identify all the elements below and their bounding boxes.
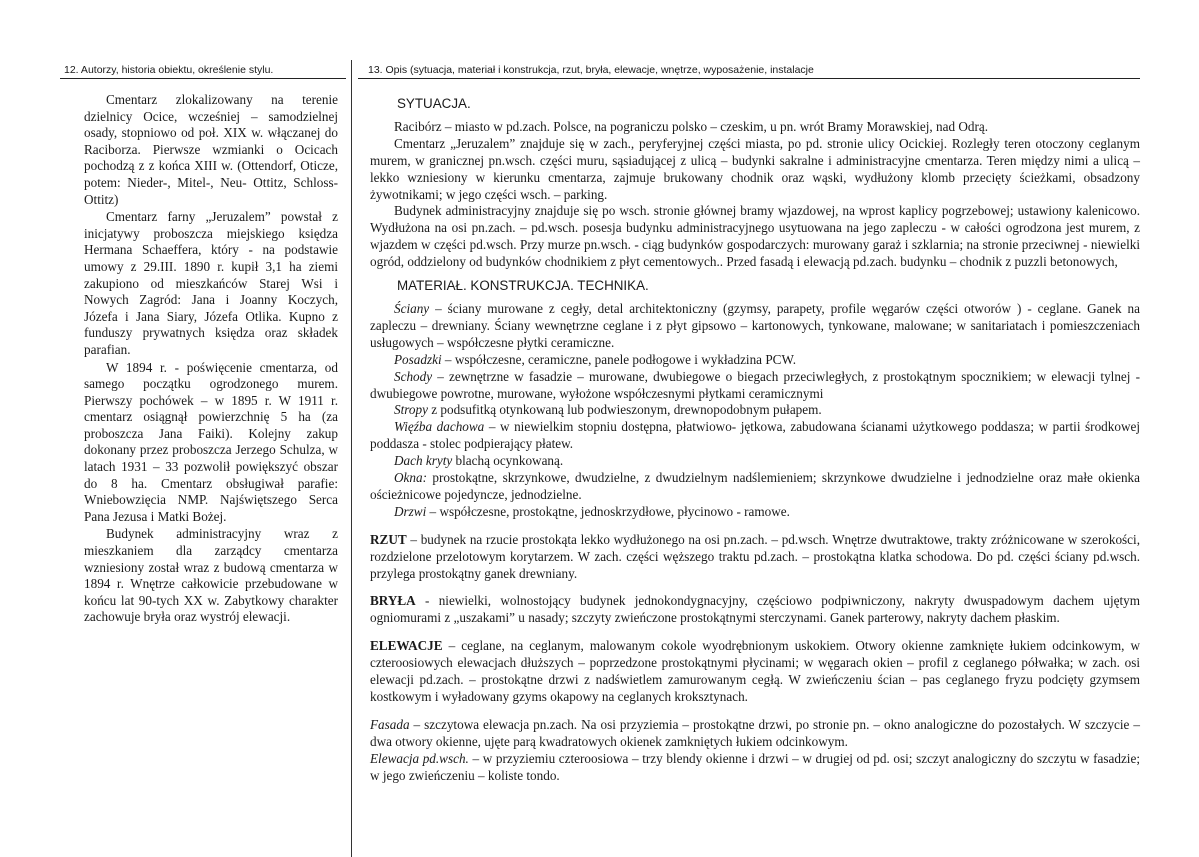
elewacje-text: – ceglane, na ceglanym, malowanym cokole wyodrębnionym uskokiem. Otwory okienne zamknięte łukiem odcinkowym, w czteroosiowych elewacjach dłuższych – poprzedzone prostokątnymi płycinami; w węgarach okien – profil z ceglanego półwałka; w zach. osi elewacji pd.zach. – prostokątne drzwi z nadświetlem zamurowanym cegłą. W zwieńczeniu ścian – pas ceglanego fryzu podcięty gzymsem kostkowym i wyładowany gzyms okapowy na ceglanych kroksztynach. [370,638,1140,704]
section-heading-material: MATERIAŁ. KONSTRUKCJA. TECHNIKA. [397,278,649,294]
material-item [370,369,1140,403]
bryla-label: BRYŁA [370,593,416,609]
material-item [370,453,1140,470]
history-column [84,92,338,627]
elewacje-paragraph [370,638,1140,706]
history-paragraph: Cmentarz farny „Jeruzalem” powstał z inicjatywy proboszcza miejskiego księdza Hermana Schaeffera, który - na podstawie umowy z 29.III. 1890 r. kupił 3,1 ha ziemi zakupiono od mieszkańców Starej Wsi i Nowych Zagród: Jana i Joanny Koczych, Józefa i Jana Siary, Józefa Otlika. Kupno z funduszy prywatnych księdza oraz składek parafian. [84,209,338,357]
header-left-rule [60,78,346,79]
material-item-text: z podsufitką otynkowaną lub podwieszonym, drewnopodobnym pułapem. [427,402,822,418]
header-right-label: 13. Opis (sytuacja, materiał i konstrukcja, rzut, bryła, elewacje, wnętrze, wyposażenie, instalacje [368,64,814,76]
description-column [370,96,1140,785]
rzut-text: – budynek na rzucie prostokąta lekko wydłużonego na osi pn.zach. – pd.wsch. Wnętrze dwutraktowe, trakty zróżnicowane w szerokości, rozdzielone przelotowym korytarzem. W zach. części węższego traktu pd.zach. – prostokątna klatka schodowa. Do pd. części ściany pd.wsch. przylega prostokątny ganek drewniany. [370,531,1140,581]
material-item-text: – współczesne, ceramiczne, panele podłogowe i wykładzina PCW. [441,351,796,367]
elewacje-label: ELEWACJE [370,638,443,654]
fasada-text: – szczytowa elewacja pn.zach. Na osi przyziemia – prostokątne drzwi, po stronie pn. – okno analogiczne do pozostałych. W szczycie – dwa otwory okienne, ujęte parą kwadratowych okienek zamkniętych łukiem odcinkowym. [370,716,1140,749]
rzut-label: RZUT [370,531,407,547]
bryla-paragraph [370,593,1140,627]
section-heading-sytuacja: SYTUACJA. [397,96,471,111]
material-item-text: – zewnętrzne w fasadzie – murowane, dwubiegowe o biegach przeciwległych, z prostokątnym spocznikiem; w elewacji tylnej - dwubiegowe powrotne, murowane, wyłożone współczesnymi płytkami ceramicznymi [370,368,1140,401]
material-item-label: Posadzki [394,351,442,367]
sytuacja-paragraph: Cmentarz „Jeruzalem” znajduje się w zach., peryferyjnej części miasta, po pd. stronie ulicy Ocickiej. Rozległy teren otoczony ceglanym murem, w granicznej pn.wsch. części muru, sąsiadującej z ulicą – budynki sakralne i administracyjne cmentarza. Teren między nimi a ulicą – lekko wzniesiony w kierunku cmentarza, zajmuje brukowany chodnik oraz wąski, wydłużony klomb przecięty ścieżkami, obsadzony żywotnikami; w jego części wsch. – parking. [370,135,1140,202]
bryla-text: - niewielki, wolnostojący budynek jednokondygnacyjny, częściowo podpiwniczony, nakryty dwuspadowym dachem ujętym ogniomurami z „uszakami” u nasady; szczyty zwieńczone prostokątnymi sterczynami. Ganek parterowy, nakryty dachem płaskim. [370,593,1140,626]
material-item [370,470,1140,504]
material-item-label: Drzwi [394,503,427,519]
material-item-label: Więźba dachowa [394,419,485,435]
fasada-paragraph [370,717,1140,751]
material-item-text: – współczesne, prostokątne, jednoskrzydłowe, płycinowo - ramowe. [426,503,790,519]
column-divider [351,60,352,857]
material-item-label: Okna: [394,470,427,486]
history-paragraph: Cmentarz zlokalizowany na terenie dzielnicy Ocice, wcześniej – samodzielnej osady, stopniowo od poł. XIX w. włączanej do Raciborza. Pierwsze wzmianki o Ocicach pochodzą z z końca XIII w. (Ottendorf, Oticze, potem: Nieder-, Mitel-, Neu- Ottitz, Schloss-Ottitz) [84,92,338,207]
material-item-label: Dach kryty [394,453,453,469]
material-item-text: blachą ocynkowaną. [452,453,564,469]
material-item-text: prostokątne, skrzynkowe, dwudzielne, z dwudzielnym nadślemieniem; skrzynkowe dwudzielne i jednodzielne oraz małe okienka ościeżnicowe pojedyncze, jednodzielne. [370,470,1140,502]
material-item [370,402,1140,419]
elewacja-pdwsch-text: – w przyziemiu czteroosiowa – trzy blendy okienne i drzwi – w drugiej od pd. osi; szczyt analogiczny do szczytu w fasadzie; w jego zwieńczeniu – koliste tondo. [370,750,1140,783]
material-item-label: Stropy [394,402,428,418]
rzut-paragraph [370,532,1140,583]
material-item-text: – ściany murowane z cegły, detal architektoniczny (gzymsy, parapety, profile węgarów części otworów ) - ceglane. Ganek na zapleczu – drewniany. Ściany wewnętrzne ceglane i z płyt gipsowo – kartonowych, tynkowane, malowane; w sanitariatach i pomieszczeniach usługowych – współczesne płytki ceramiczne. [370,300,1140,350]
header-left-label: 12. Autorzy, historia obiektu, określenie stylu. [64,64,274,76]
material-item [370,352,1140,369]
history-paragraph: Budynek administracyjny wraz z mieszkaniem dla zarządcy cmentarza wzniesiony został wraz z budową cmentarza w 1894 r. Wnętrze całkowicie przebudowane w końcu lat 90-tych XX w. Zabytkowy charakter zachowuje bryła oraz wystrój elewacji. [84,526,338,625]
material-item [370,301,1140,352]
material-item-label: Schody [394,368,433,384]
material-item [370,504,1140,521]
sytuacja-paragraph: Racibórz – miasto w pd.zach. Polsce, na pograniczu polsko – czeskim, u pn. wrót Bramy Morawskiej, nad Odrą. [394,118,989,134]
material-item-text: – w niewielkim stopniu dostępna, płatwiowo- jętkowa, zabudowana ścianami użytkowego poddasza; w partii środkowej poddasza - stolec podpierający płatew. [370,419,1140,452]
history-paragraph: W 1894 r. - poświęcenie cmentarza, od samego początku ogrodzonego murem. Pierwszy pochówek – w 1895 r. W 1911 r. cmentarz osiągnął powierzchnię 5 ha (za proboszcza Jana Faiki). Kolejny zakup dokonany przez proboszcza Jerzego Schulza, w latach 1931 – 33 pozwolił powiększyć obszar do 8 ha. Cmentarz obsługiwał parafie: Wniebowzięcia NMP. Najświętszego Serca Pana Jezusa i Matki Bożej. [84,359,338,524]
elewacja-pdwsch-paragraph [370,751,1140,785]
sytuacja-paragraph: Budynek administracyjny znajduje się po wsch. stronie głównej bramy wjazdowej, na wprost kaplicy pogrzebowej; ustawiony kalenicowo. Wydłużona na osi pn.zach. – pd.wsch. posesja budynku administracyjnego usytuowana na jego zapleczu - w całości ogrodzona jest murem, z wjazdem w części pd.wsch. Przy murze pn.wsch. - ciąg budynków gospodarczych: murowany garaż i szklarnia; na stronie przeciwnej - niewielki ogród, oddzielony od budynków chodnikiem z płyt cementowych.. Przed fasadą i elewacją pd.zach. budynku – chodnik z puzzli betonowych, [370,203,1140,270]
elewacja-pdwsch-label: Elewacja pd.wsch. [370,750,469,766]
material-item-label: Ściany [394,300,430,316]
fasada-label: Fasada [370,716,410,732]
material-item [370,419,1140,453]
header-right-rule [358,78,1140,79]
